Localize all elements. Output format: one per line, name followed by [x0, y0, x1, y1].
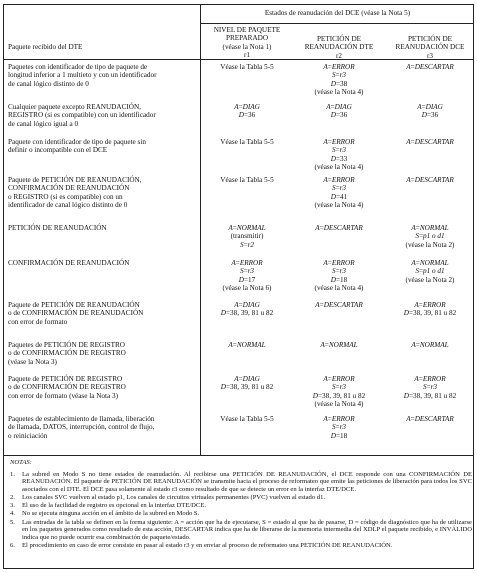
note-item — [10, 519, 472, 542]
cell-r2: A=DESCARTAR — [315, 224, 363, 232]
note-item — [10, 471, 472, 494]
superheader: Estados de reanudación del DCE (véase la Nota 5) — [264, 9, 411, 17]
cell-r2: A=ERROR S=r3 D=38, 39, 81 u 82 (véase la Nota 4) — [312, 375, 366, 408]
cell-r2: A=ERROR S=r3 D=38 (véase la Nota 4) — [314, 63, 364, 96]
row-label: Paquete de PETICIÓN DE REGISTRO o de CONFIRMACIÓN DE REGISTRO con error de formato (véase la Nota 3) — [8, 375, 126, 400]
column-divider — [200, 5, 201, 455]
row-label: CONFIRMACIÓN DE REANUDACIÓN — [8, 259, 130, 267]
cell-r3: A=DIAG D=36 — [417, 103, 443, 120]
note-text: La subred en Modo S no tiene estados de reanudación. Al recibirse una PETICIÓN DE REANUDACIÓN, el DCE responde con una CONFIRMACIÓN DE REANUDACIÓN. El paquete de PETICIÓN DE REANUDACIÓN se transmite hacia el proceso de reformateo que emite las peticiones de liberación para todos los SVC asociados con el DTE. El DCE pasa solamente al estado r3 como resultado de que se detecte un error en la interfaz DTE/DCE. — [22, 470, 472, 493]
cell-r2: A=NORMAL — [320, 341, 358, 349]
note-item — [10, 542, 472, 550]
note-number: 6. — [10, 541, 15, 549]
note-number: 4. — [10, 510, 15, 518]
col-header-r3: PETICIÓN DE REANUDACIÓN DCE r3 — [395, 35, 465, 60]
row-label: Paquete de PETICIÓN DE REANUDACIÓN, CONFIRMACIÓN DE REANUDACIÓN o REGISTRO (si es compatible) con un identificador de canal lógico distinto de 0 — [8, 176, 142, 209]
cell-r2: A=DIAG D=36 — [326, 103, 352, 120]
cell-r3: A=NORMAL S=p1 o d1 (véase la Nota 2) — [405, 259, 455, 284]
row-label: Paquetes de PETICIÓN DE REGISTRO o de CONFIRMACIÓN DE REGISTRO (véase la Nota 3) — [8, 341, 126, 366]
row-label: PETICIÓN DE REANUDACIÓN — [8, 224, 107, 232]
notes-list — [10, 471, 472, 550]
superheader-divider — [200, 23, 473, 24]
cell-r2: A=ERROR S=r3 D=18 — [323, 415, 355, 440]
cell-r3: A=DESCARTAR — [406, 63, 454, 71]
note-text: Las entradas de la tabla se definen en la forma siguiente: A = acción que ha de ejecutarse, S = estado al que ha de pasarse, D = código de diagnóstico que ha de utilizarse en los paquetes generados como resultado de esta acción, DESCARTAR indica que ha de liberarse de la memoria intermedia del XDLP el paquete recibido, e INVÁLIDO indica que no puede ocurrir esa combinación de paquete/estado. — [22, 518, 472, 541]
note-text: El procedimiento en caso de error consiste en pasar al estado r3 y en enviar al proceso de reformateo una PETICIÓN DE REANUDACIÓN. — [22, 541, 393, 549]
cell-r2: A=DESCARTAR — [315, 301, 363, 309]
cell-r1: A=NORMAL (transmitir) S=r2 — [228, 224, 266, 249]
cell-r1: Véase la Tabla 5-5 — [220, 415, 274, 423]
state-table — [3, 4, 474, 569]
row-label: Paquetes de establecimiento de llamada, liberación de llamada, DATOS, interrupción, control de flujo, o reiniciación — [8, 415, 155, 440]
cell-r1: Véase la Tabla 5-5 — [220, 176, 274, 184]
row-label: Paquete de PETICIÓN DE REANUDACIÓN o de CONFIRMACIÓN DE REANUDACIÓN con error de formato — [8, 301, 144, 326]
note-number: 1. — [10, 470, 15, 478]
notes-title: NOTAS: — [10, 459, 32, 466]
cell-r3: A=DESCARTAR — [406, 176, 454, 184]
row-label: Paquetes con identificador de tipo de paquete de longitud inferior a 1 multieto y con un identificador de canal lógico distinto de 0 — [8, 63, 157, 88]
row-label: Cualquier paquete excepto REANUDACIÓN, REGISTRO (si es compatible) con un identificador de canal lógico igual a 0 — [8, 103, 156, 128]
cell-r3: A=ERROR S=r3 D=38, 39, 81 u 82 — [403, 375, 457, 400]
note-item — [10, 502, 472, 510]
note-text: No se ejecuta ninguna acción en el ámbito de la subred en Modo S. — [22, 510, 200, 518]
cell-r2: A=ERROR S=r3 D=33 (véase la Nota 4) — [314, 138, 364, 171]
col-header-r1: NIVEL DE PAQUETE PREPARADO (véase la Nota 1) r1 — [213, 26, 281, 59]
cell-r1: A=DIAG D=38, 39, 81 u 82 — [220, 375, 274, 392]
cell-r1: A=DIAG D=36 — [234, 103, 260, 120]
note-item — [10, 494, 472, 502]
cell-r3: A=NORMAL — [411, 341, 449, 349]
note-item — [10, 510, 472, 518]
cell-r2: A=ERROR S=r3 D=18 (véase la Nota 4) — [314, 259, 364, 292]
cell-r1: Véase la Tabla 5-5 — [220, 138, 274, 146]
cell-r1: A=DIAG D=38, 39, 81 u 82 — [220, 301, 274, 318]
cell-r1: A=NORMAL — [228, 341, 266, 349]
cell-r3: A=DESCARTAR — [406, 415, 454, 423]
row-header-label: Paquete recibido del DTE — [8, 43, 83, 51]
col-header-r2: PETICIÓN DE REANUDACIÓN DTE r2 — [304, 35, 374, 60]
cell-r2: A=ERROR S=r3 D=41 (véase la Nota 4) — [314, 176, 364, 209]
note-number: 2. — [10, 493, 15, 501]
cell-r1: Véase la Tabla 5-5 — [220, 63, 274, 71]
notes-section — [10, 459, 472, 550]
note-text: El uso de la facilidad de registro es opcional en la interfaz DTE/DCE. — [22, 502, 207, 510]
note-text: Los canales SVC vuelven al estado p1, Los canales de circuitos virtuales permanentes (PVC) vuelven al estado d1. — [22, 493, 326, 501]
cell-r3: A=NORMAL S=p1 o d1 (véase la Nota 2) — [405, 224, 455, 249]
row-label: Paquete con identificador de tipo de paquete sin definir o incompatible con el DCE — [8, 138, 146, 155]
cell-r3: A=ERROR D=38, 39, 81 u 82 — [403, 301, 457, 318]
note-number: 5. — [10, 518, 15, 526]
note-number: 3. — [10, 502, 15, 510]
cell-r3: A=DESCARTAR — [406, 138, 454, 146]
notes-divider — [4, 455, 473, 456]
cell-r1: A=ERROR S=r3 D=17 (véase la Nota 6) — [222, 259, 272, 292]
